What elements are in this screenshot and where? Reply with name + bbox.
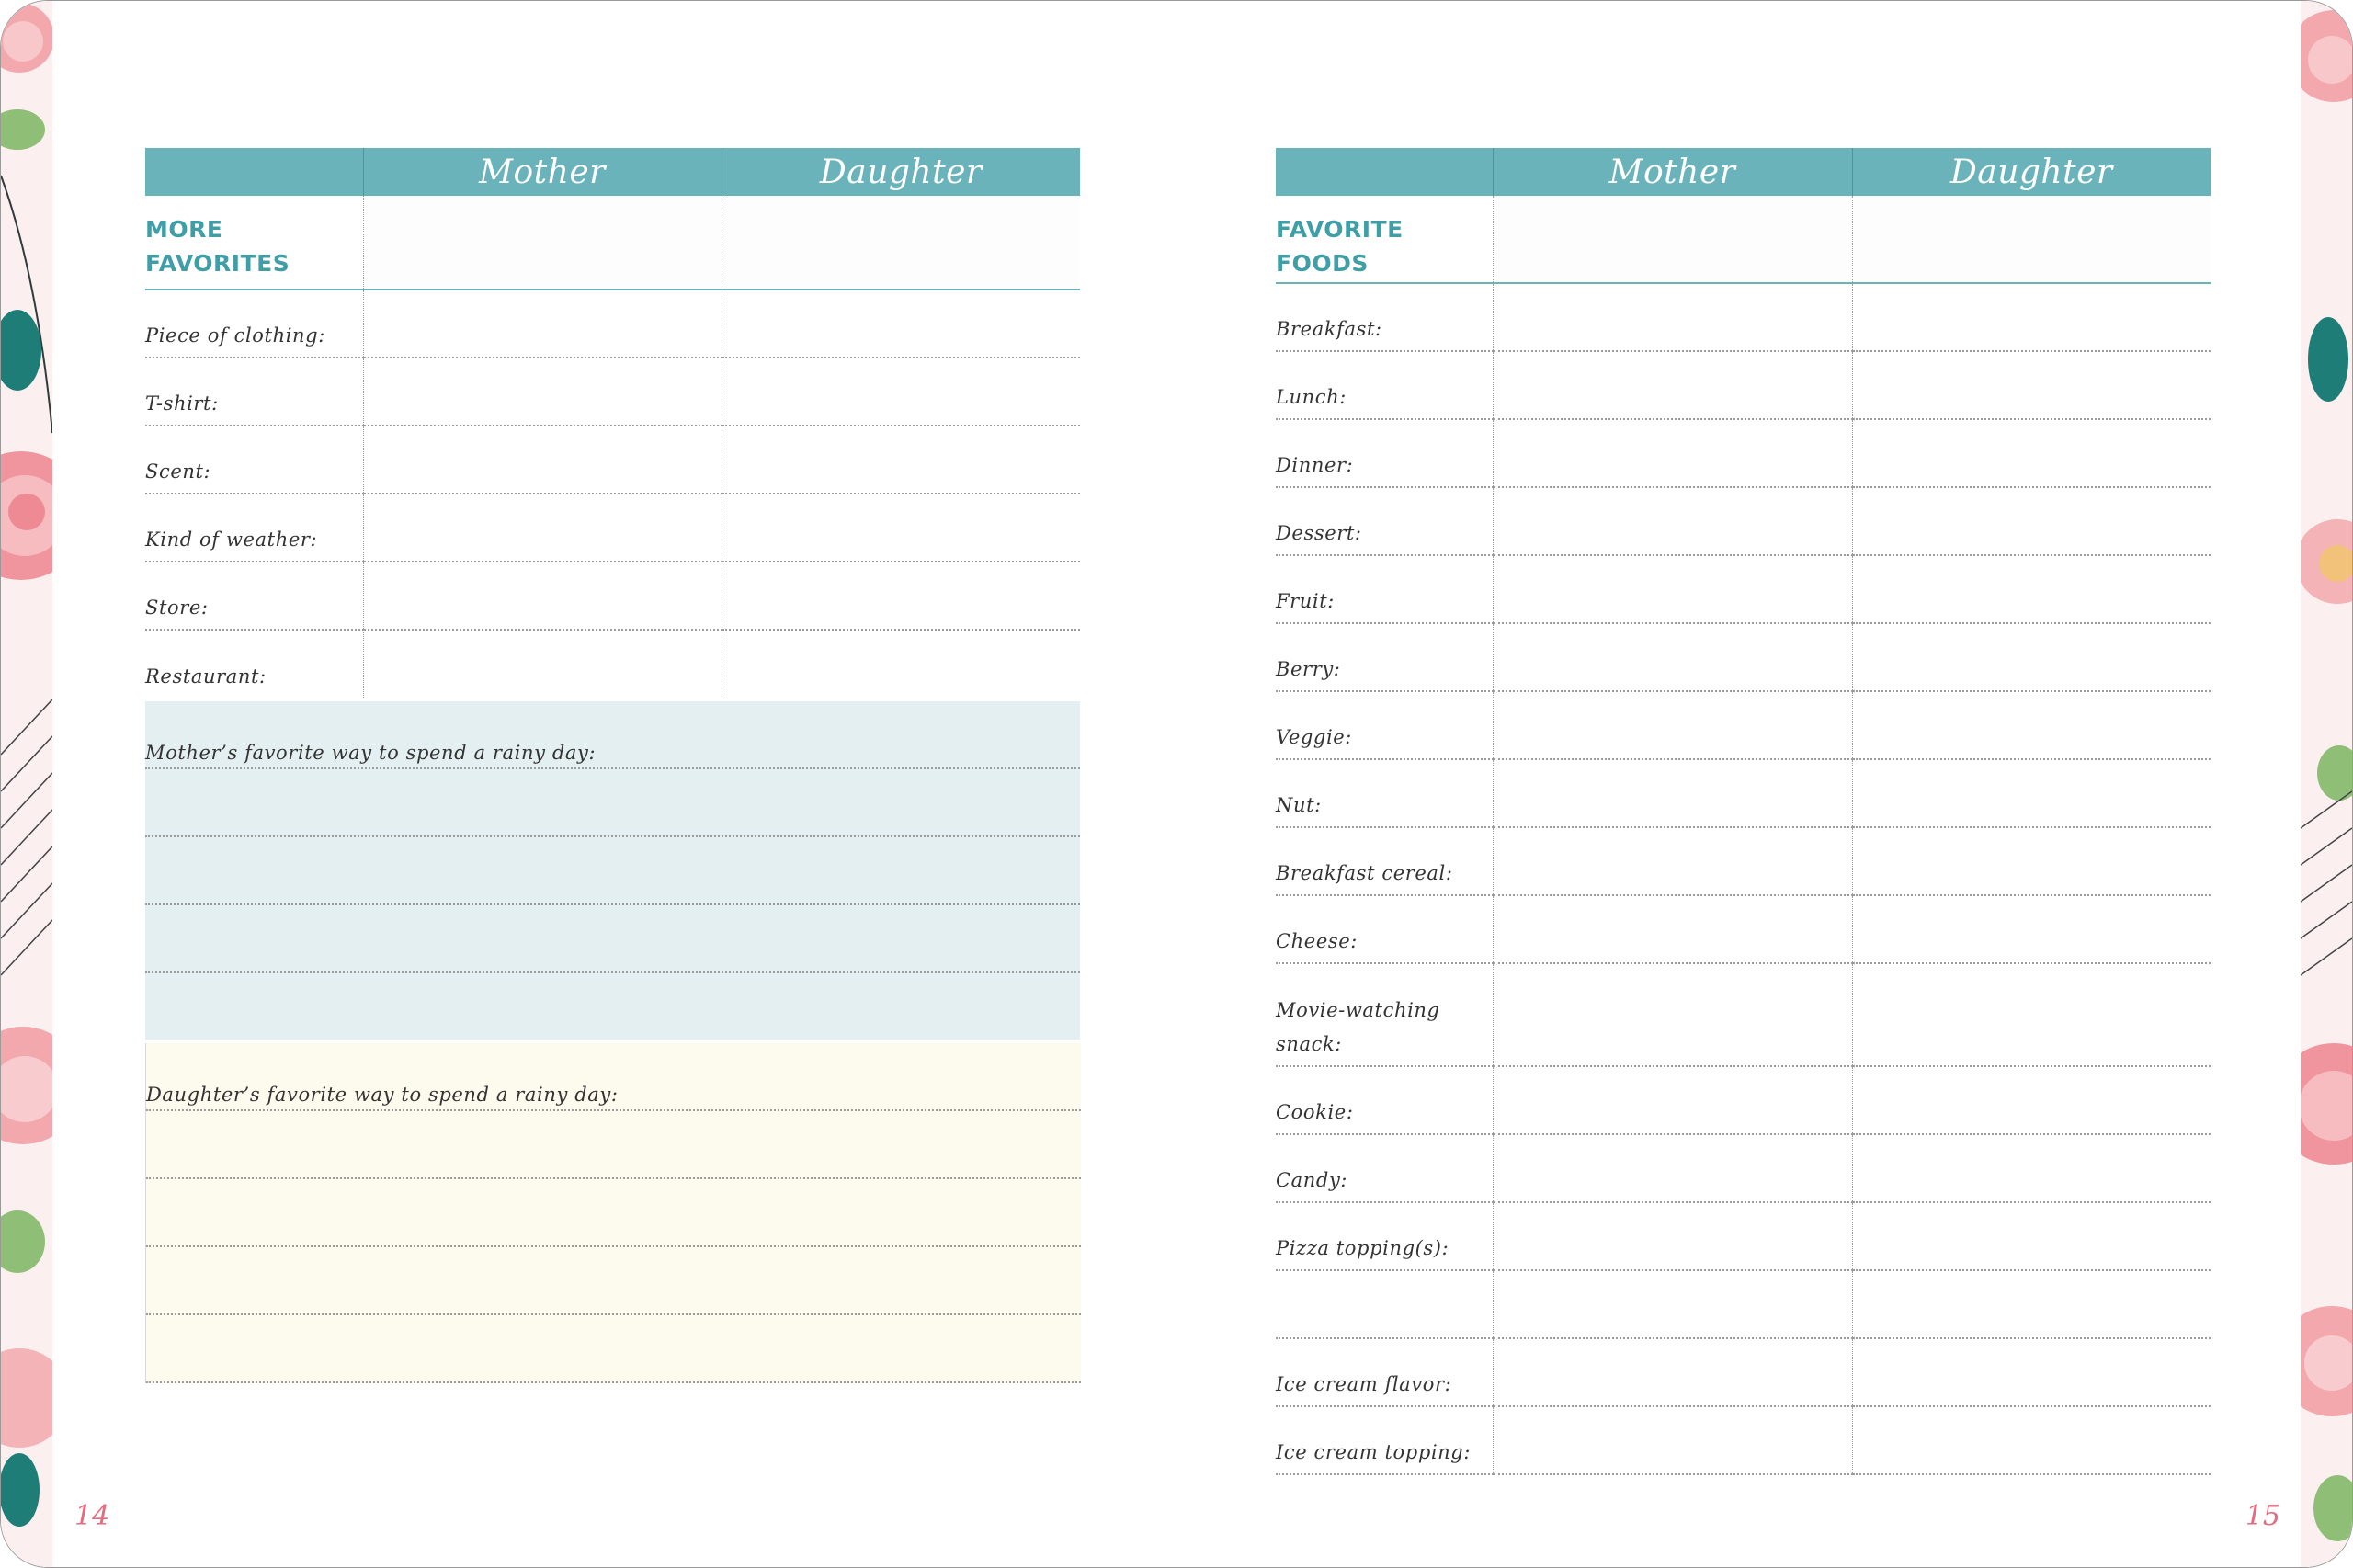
mother-answer-cell[interactable]	[1493, 1202, 1852, 1270]
column-header-mother: Mother	[1493, 148, 1852, 196]
mother-rainy-day-box	[145, 701, 1080, 1040]
table-row	[1276, 351, 2211, 419]
daughter-answer-cell[interactable]	[722, 494, 1080, 562]
daughter-answer-cell[interactable]	[1852, 283, 2211, 351]
row-label: Cookie:	[1276, 1066, 1493, 1134]
header-blank	[145, 148, 363, 196]
table-row	[1276, 419, 2211, 487]
mother-answer-cell[interactable]	[363, 358, 722, 426]
table-header-row	[145, 148, 1080, 196]
mother-answer-cell[interactable]	[363, 290, 722, 358]
mother-answer-cell[interactable]	[1493, 1270, 1852, 1338]
row-label: Pizza topping(s):	[1276, 1202, 1493, 1270]
daughter-answer-cell[interactable]	[1852, 759, 2211, 827]
daughter-answer-cell[interactable]	[1852, 1202, 2211, 1270]
daughter-answer-cell[interactable]	[1852, 1134, 2211, 1202]
writing-line[interactable]	[146, 1043, 1081, 1111]
row-label: Nut:	[1276, 759, 1493, 827]
table-row	[145, 358, 1080, 426]
writing-line[interactable]	[145, 769, 1080, 837]
daughter-answer-cell[interactable]	[1852, 895, 2211, 963]
daughter-answer-cell[interactable]	[1852, 1338, 2211, 1406]
section-title-line2: FAVORITES	[145, 250, 290, 277]
row-label: Restaurant:	[145, 665, 267, 687]
writing-line[interactable]	[146, 1315, 1081, 1383]
mother-answer-cell[interactable]	[363, 494, 722, 562]
daughter-answer-cell[interactable]	[1852, 351, 2211, 419]
section-title-line1: MORE	[145, 216, 223, 243]
row-label: Dessert:	[1276, 487, 1493, 555]
table-row	[1276, 1270, 2211, 1338]
row-label: Veggie:	[1276, 691, 1493, 759]
mother-answer-cell[interactable]	[1493, 419, 1852, 487]
daughter-answer-cell[interactable]	[722, 358, 1080, 426]
page-number-right: 15	[2245, 1500, 2280, 1532]
table-row	[1276, 1066, 2211, 1134]
table-cell	[1493, 196, 1852, 283]
row-label: Cheese:	[1276, 895, 1493, 963]
row-label: Breakfast cereal:	[1276, 827, 1493, 895]
floral-border-left	[1, 1, 52, 1568]
mother-answer-cell[interactable]	[363, 426, 722, 494]
section-row	[1276, 196, 2211, 283]
table-row	[145, 426, 1080, 494]
table-row	[1276, 827, 2211, 895]
table-row	[145, 290, 1080, 358]
writing-line[interactable]	[145, 701, 1080, 769]
mother-answer-cell[interactable]	[363, 630, 722, 698]
table-cell	[722, 196, 1080, 290]
writing-line[interactable]	[145, 973, 1080, 1040]
favorite-foods-table	[1276, 148, 2211, 1475]
mother-answer-cell[interactable]	[1493, 963, 1852, 1066]
mother-answer-cell[interactable]	[1493, 351, 1852, 419]
daughter-rainy-day-prompt: Daughter’s favorite way to spend a rainy day:	[146, 1084, 619, 1106]
daughter-answer-cell[interactable]	[1852, 1406, 2211, 1474]
table-row	[1276, 1406, 2211, 1474]
mother-answer-cell[interactable]	[1493, 759, 1852, 827]
row-label: Fruit:	[1276, 555, 1493, 623]
daughter-answer-cell[interactable]	[1852, 1066, 2211, 1134]
table-row	[1276, 1134, 2211, 1202]
row-label: Dinner:	[1276, 419, 1493, 487]
row-label: Piece of clothing:	[145, 290, 363, 358]
header-blank	[1276, 148, 1493, 196]
table-row	[145, 494, 1080, 562]
table-row	[1276, 1338, 2211, 1406]
mother-answer-cell[interactable]	[1493, 555, 1852, 623]
writing-line[interactable]	[146, 1111, 1081, 1179]
mother-rainy-day-prompt: Mother’s favorite way to spend a rainy day:	[145, 742, 597, 764]
writing-line[interactable]	[145, 905, 1080, 973]
table-cell	[363, 196, 722, 290]
section-row	[145, 196, 1080, 290]
column-header-mother: Mother	[363, 148, 722, 196]
table-row	[145, 630, 1080, 698]
daughter-rainy-day-box	[145, 1043, 1081, 1383]
table-cell	[1852, 196, 2211, 283]
row-label: Ice cream flavor:	[1276, 1338, 1493, 1406]
mother-answer-cell[interactable]	[1493, 1066, 1852, 1134]
table-row	[1276, 283, 2211, 351]
table-row	[145, 562, 1080, 630]
row-label: Lunch:	[1276, 351, 1493, 419]
mother-answer-cell[interactable]	[1493, 1134, 1852, 1202]
daughter-answer-cell[interactable]	[1852, 1270, 2211, 1338]
daughter-answer-cell[interactable]	[722, 630, 1080, 698]
writing-line[interactable]	[146, 1179, 1081, 1247]
mother-answer-cell[interactable]	[1493, 623, 1852, 691]
daughter-answer-cell[interactable]	[722, 290, 1080, 358]
more-favorites-table	[145, 148, 1080, 698]
row-label: Berry:	[1276, 623, 1493, 691]
row-label: Store:	[145, 562, 363, 630]
mother-answer-cell[interactable]	[1493, 487, 1852, 555]
row-label: Kind of weather:	[145, 494, 363, 562]
row-label: Breakfast:	[1276, 283, 1493, 351]
table-row	[1276, 895, 2211, 963]
mother-answer-cell[interactable]	[1493, 691, 1852, 759]
row-label: Candy:	[1276, 1134, 1493, 1202]
table-row	[1276, 691, 2211, 759]
writing-line[interactable]	[146, 1247, 1081, 1315]
daughter-answer-cell[interactable]	[1852, 487, 2211, 555]
section-title-favorite-foods: FAVORITE FOODS	[1276, 196, 1493, 283]
daughter-answer-cell[interactable]	[1852, 419, 2211, 487]
daughter-answer-cell[interactable]	[1852, 691, 2211, 759]
daughter-answer-cell[interactable]	[1852, 963, 2211, 1066]
writing-line[interactable]	[145, 837, 1080, 905]
row-label: Movie-watching snack:	[1276, 963, 1493, 1066]
table-header-row	[1276, 148, 2211, 196]
daughter-answer-cell[interactable]	[1852, 623, 2211, 691]
daughter-answer-cell[interactable]	[722, 562, 1080, 630]
table-row	[1276, 759, 2211, 827]
row-label	[1276, 1270, 1493, 1338]
floral-border-right	[2301, 1, 2352, 1568]
table-row	[1276, 1202, 2211, 1270]
row-label: Scent:	[145, 426, 363, 494]
column-header-daughter: Daughter	[1852, 148, 2211, 196]
table-row	[1276, 487, 2211, 555]
row-label: T-shirt:	[145, 358, 363, 426]
section-title-more-favorites	[145, 196, 363, 290]
row-label: Ice cream topping:	[1276, 1406, 1493, 1474]
table-row	[1276, 963, 2211, 1066]
daughter-answer-cell[interactable]	[722, 426, 1080, 494]
mother-answer-cell[interactable]	[1493, 895, 1852, 963]
daughter-answer-cell[interactable]	[1852, 827, 2211, 895]
mother-answer-cell[interactable]	[1493, 1338, 1852, 1406]
page-number-left: 14	[74, 1500, 110, 1532]
table-row	[1276, 555, 2211, 623]
mother-answer-cell[interactable]	[1493, 827, 1852, 895]
mother-answer-cell[interactable]	[363, 562, 722, 630]
column-header-daughter: Daughter	[722, 148, 1080, 196]
daughter-answer-cell[interactable]	[1852, 555, 2211, 623]
mother-answer-cell[interactable]	[1493, 283, 1852, 351]
table-row	[1276, 623, 2211, 691]
mother-answer-cell[interactable]	[1493, 1406, 1852, 1474]
